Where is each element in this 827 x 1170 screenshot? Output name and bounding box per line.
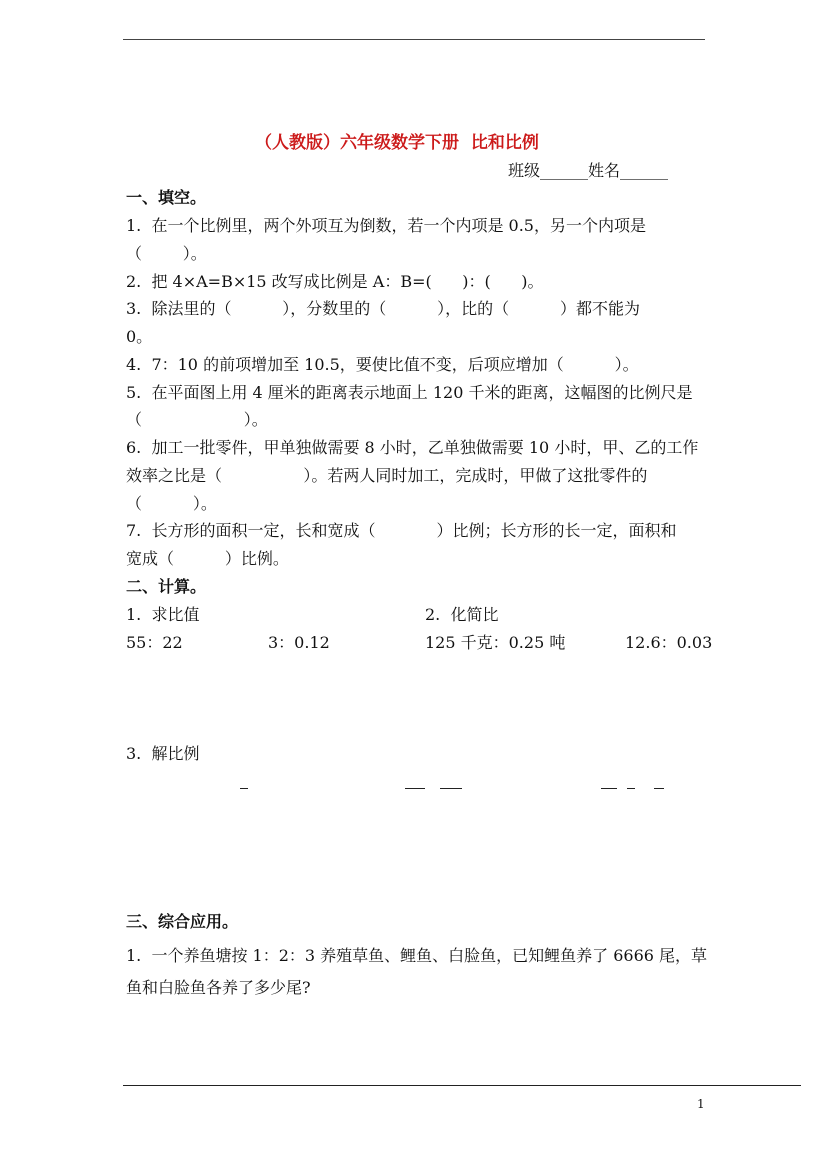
calc-item: 55：22 [126, 633, 183, 652]
fill-line: （ ）。 [126, 244, 207, 263]
fill-line: 0。 [126, 327, 153, 346]
fill-line: 3. 除法里的（ ），分数里的（ ），比的（ ）都不能为 [126, 299, 641, 318]
calc-item: 3：0.12 [268, 633, 330, 652]
fill-line: 6. 加工一批零件，甲单独做需要 8 小时，乙单独做需要 10 小时，甲、乙的工作 [126, 438, 699, 457]
fill-line: 5. 在平面图上用 4 厘米的距离表示地面上 120 千米的距离，这幅图的比例尺是 [126, 383, 693, 402]
section3-heading: 三、综合应用。 [126, 912, 239, 931]
fill-line: 1. 在一个比例里，两个外项互为倒数，若一个内项是 0.5，另一个内项是 [126, 216, 646, 235]
fraction-bar [240, 788, 248, 789]
header-rule [123, 39, 705, 40]
calc-item: 125 千克：0.25 吨 [425, 633, 566, 652]
sub-heading-ratio-value: 1. 求比值 [126, 605, 200, 624]
sub-heading-simplify: 2. 化简比 [425, 605, 499, 624]
page-number: 1 [697, 1097, 705, 1111]
section2-heading: 二、计算。 [126, 577, 207, 596]
application-line: 1. 一个养鱼塘按 1：2：3 养殖草鱼、鲤鱼、白脸鱼，已知鲤鱼养了 6666 尾，草 [126, 946, 708, 965]
fill-line: （ ）。 [126, 410, 268, 429]
footer-rule [123, 1085, 801, 1086]
class-name-line: 班级______姓名______ [508, 161, 669, 180]
page-title: （人教版）六年级数学下册 比和比例 [255, 133, 539, 153]
fill-line: 2. 把 4×A=B×15 改写成比例是 A：B=( )：( )。 [126, 272, 544, 291]
fill-line: 宽成（ ）比例。 [126, 549, 289, 568]
fill-line: 4. 7：10 的前项增加至 10.5，要使比值不变，后项应增加（ ）。 [126, 355, 639, 374]
calc-item: 12.6：0.03 [625, 633, 713, 652]
fill-line: （ ）。 [126, 494, 217, 513]
section1-heading: 一、填空。 [126, 188, 207, 207]
fraction-bar [654, 788, 664, 789]
fill-line: 效率之比是（ ）。若两人同时加工，完成时，甲做了这批零件的 [126, 466, 648, 485]
application-line: 鱼和白脸鱼各养了多少尾? [126, 978, 311, 997]
sub-heading-solve-proportion: 3. 解比例 [126, 744, 200, 763]
fraction-bar [601, 788, 617, 789]
fraction-bar [405, 788, 425, 789]
fraction-bar [440, 788, 462, 789]
fill-line: 7. 长方形的面积一定，长和宽成（ ）比例；长方形的长一定，面积和 [126, 521, 677, 540]
fraction-bar [627, 788, 635, 789]
